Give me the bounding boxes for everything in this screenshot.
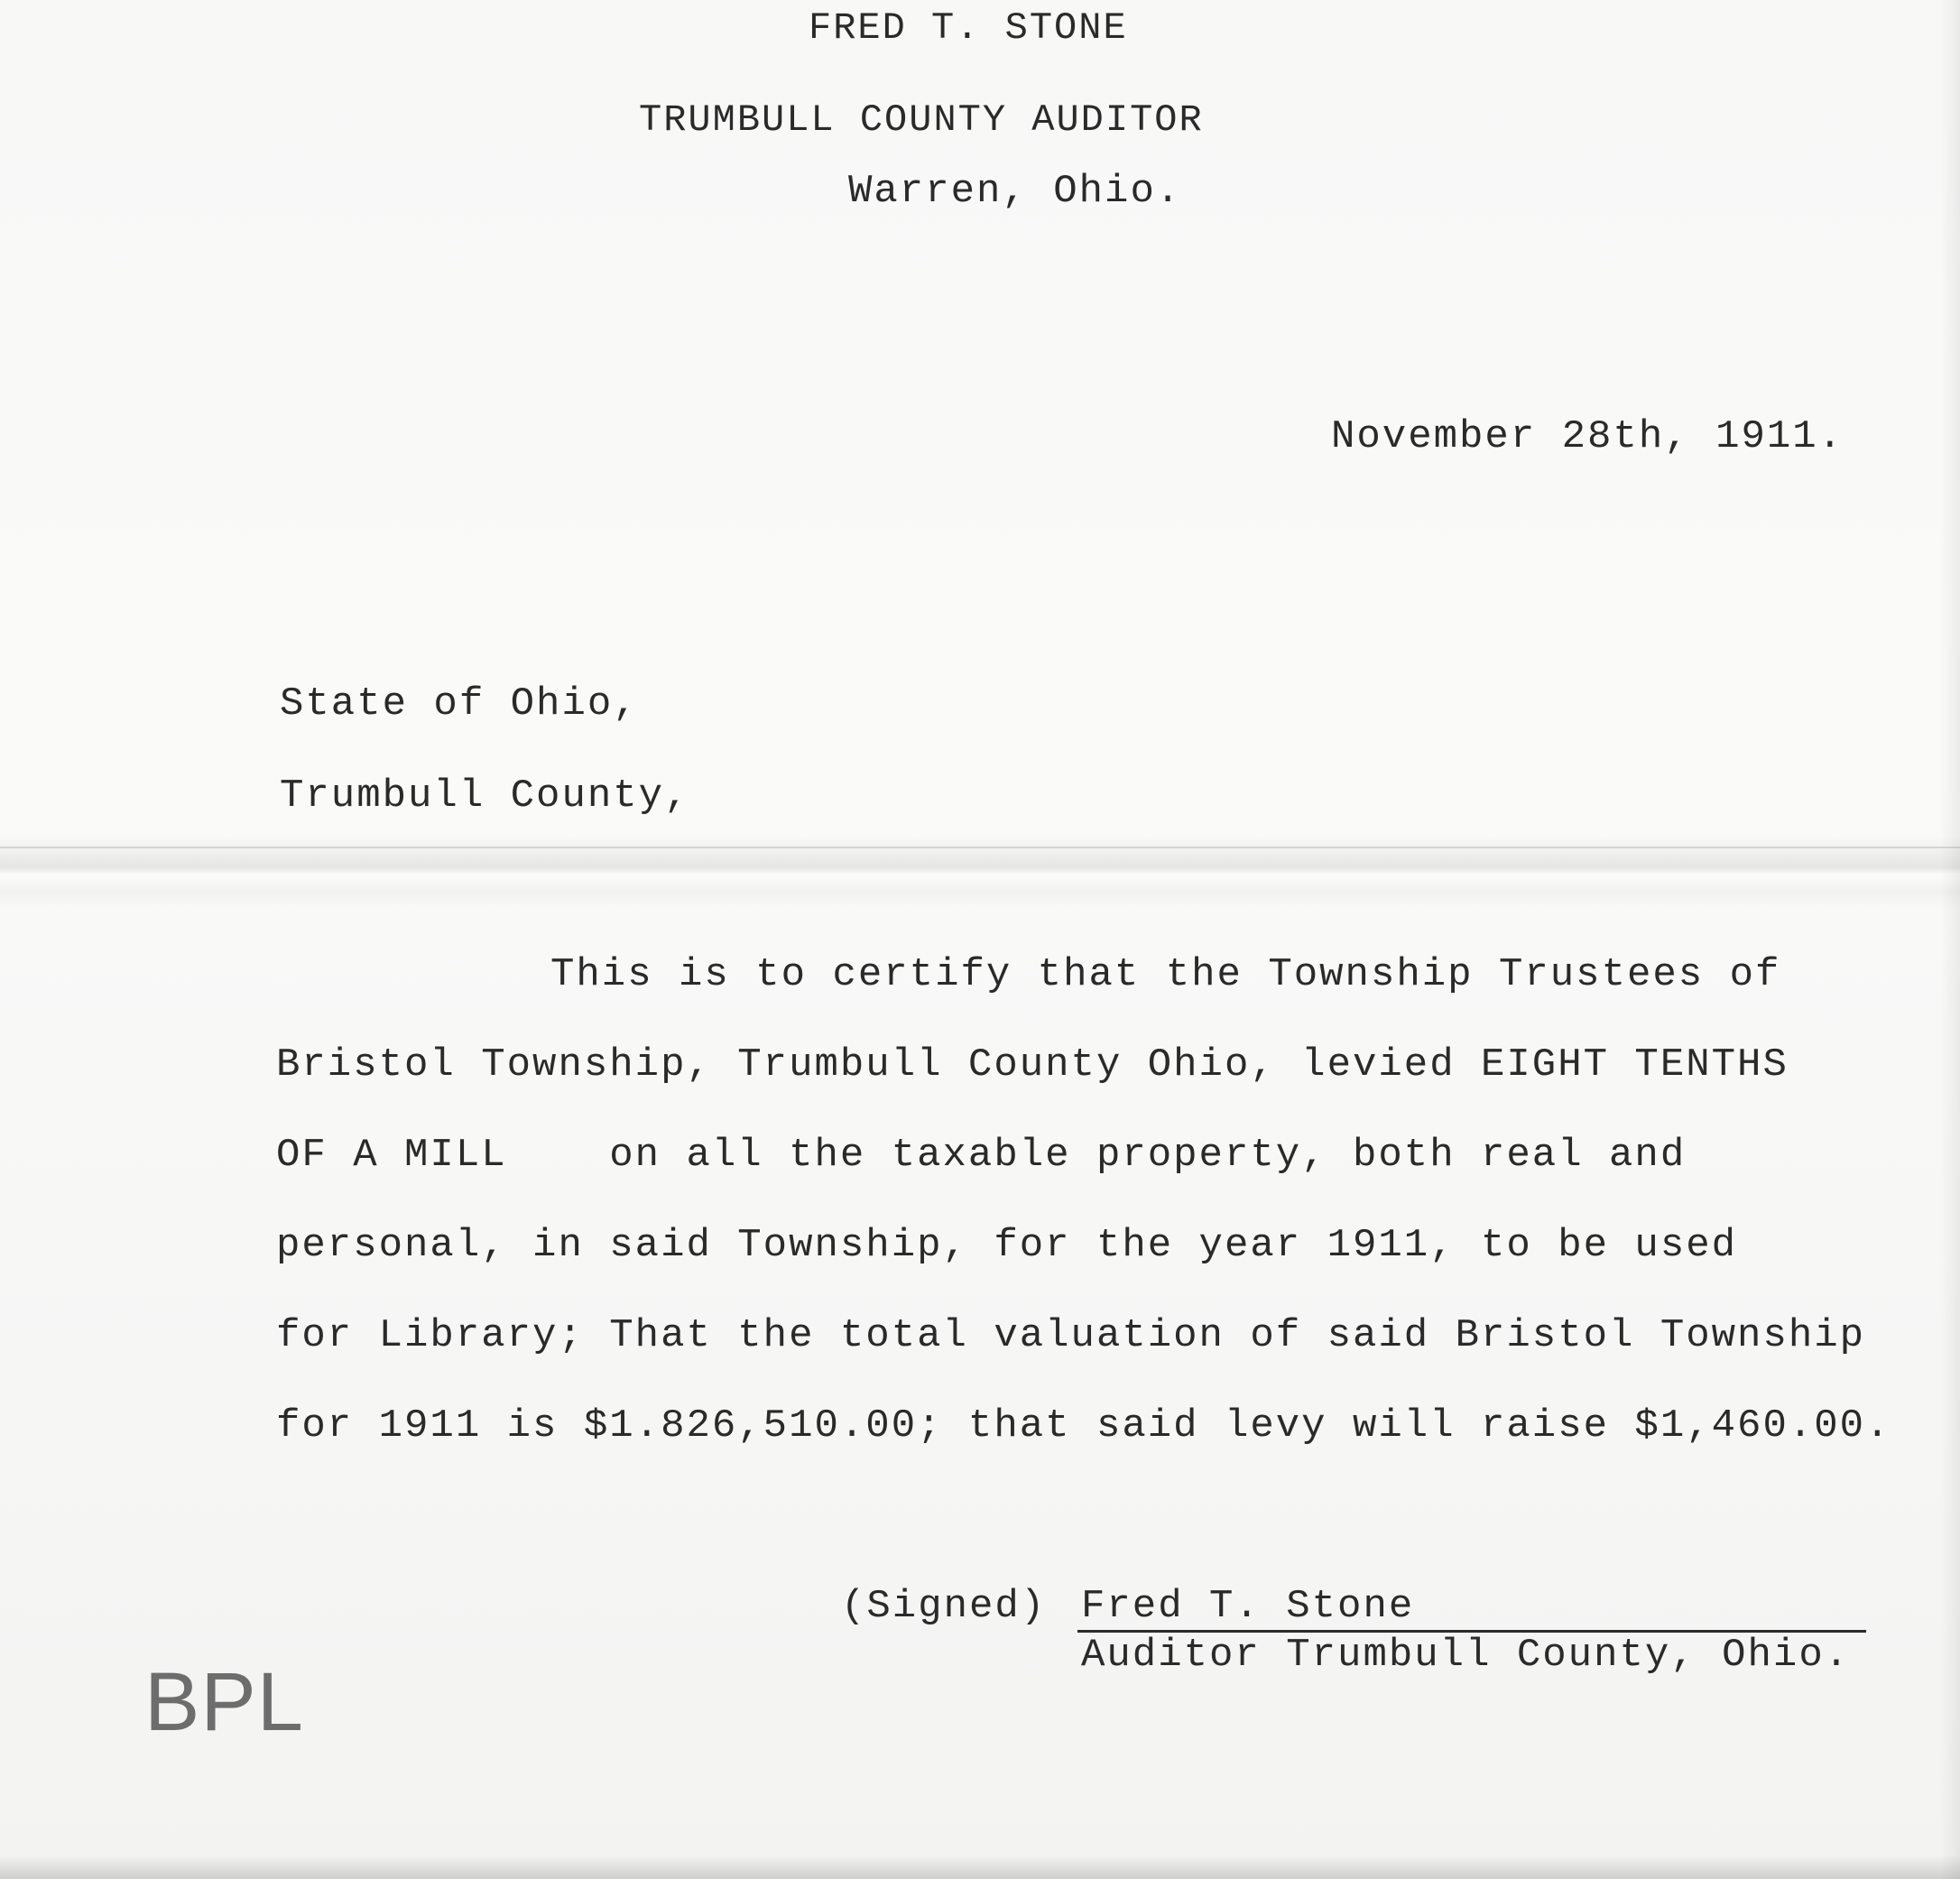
letterhead-city: Warren, Ohio.: [848, 169, 1182, 214]
letterhead-name: FRED T. STONE: [809, 6, 1128, 50]
address-line-county: Trumbull County,: [280, 773, 690, 819]
letterhead-title: TRUMBULL COUNTY AUDITOR: [639, 98, 1204, 142]
paper-fold-crease: [0, 847, 1960, 848]
paper-fold-shadow: [0, 835, 1960, 907]
address-line-state: State of Ohio,: [280, 681, 639, 727]
signature-title: Auditor Trumbull County, Ohio.: [1081, 1633, 1851, 1678]
paper-right-edge: [1940, 0, 1960, 1879]
body-line: OF A MILL on all the taxable property, both real and: [276, 1133, 1687, 1178]
body-line: for Library; That the total valuation of said Bristol Township: [276, 1313, 1866, 1358]
body-line: This is to certify that the Township Trustees of: [550, 952, 1781, 997]
paper-bottom-edge: [0, 1855, 1960, 1879]
body-line: personal, in said Township, for the year 1911, to be used: [276, 1223, 1738, 1268]
body-line: for 1911 is $1.826,510.00; that said levy will raise $1,460.00.: [276, 1403, 1891, 1449]
signature-prefix: (Signed): [841, 1584, 1047, 1629]
letter-date: November 28th, 1911.: [1331, 414, 1844, 459]
signature-name: Fred T. Stone: [1081, 1584, 1415, 1629]
body-line: Bristol Township, Trumbull County Ohio, levied EIGHT TENTHS: [276, 1042, 1789, 1088]
bpl-watermark: BPL: [144, 1656, 304, 1748]
